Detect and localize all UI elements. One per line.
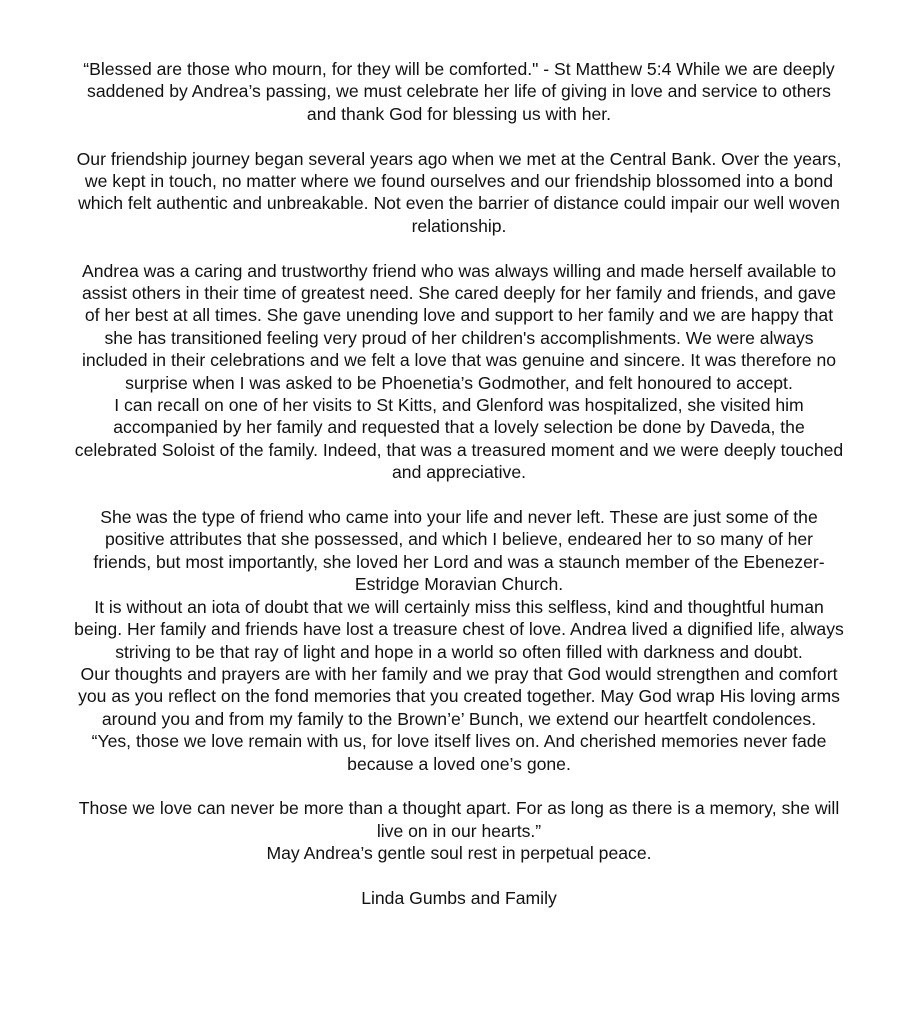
paragraph-st-kitts-visit: I can recall on one of her visits to St Kitts, and Glenford was hospitalized, she visited him accompanied by her family and requested that a lovely selection be done by Daveda, the celebrated Soloist of the family. Indeed, that was a treasured moment and we were deeply touched and appreciative. [74,395,844,483]
paragraph-caring-friend: Andrea was a caring and trustworthy friend who was always willing and made herself available to assist others in their time of greatest need. She cared deeply for her family and friends, and gave of her best at all times. She gave unending love and support to her family and we are happy that she has transitioned feeling very proud of her children's accomplishments. We were always included in their celebrations and we felt a love that was genuine and sincere. It was therefore no surprise when I was asked to be Phoenetia’s Godmother, and felt honoured to accept. [81,260,837,393]
paragraph-gap [74,237,844,259]
paragraph-gap [74,125,844,147]
tribute-text [74,58,844,909]
paragraph-gap [74,484,844,506]
signature-line: Linda Gumbs and Family [361,887,557,908]
paragraph-poem-part-one: “Yes, those we love remain with us, for love itself lives on. And cherished memories never fade because a loved one’s gone. [91,731,827,774]
paragraph-friendship-journey: Our friendship journey began several years ago when we met at the Central Bank. Over the years, we kept in touch, no matter where we found ourselves and our friendship blossomed into a bond which felt authentic and unbreakable. Not even the barrier of distance could impair our well woven relationship. [76,148,842,236]
paragraph-gap [74,775,844,797]
paragraph-miss-her: It is without an iota of doubt that we will certainly miss this selfless, kind and thoughtful human being. Her family and friends have lost a treasure chest of love. Andrea lived a dignified life, always striving to be that ray of light and hope in a world so often filled with darkness and doubt. [74,596,844,662]
paragraph-type-of-friend: She was the type of friend who came into your life and never left. These are just some of the positive attributes that she possessed, and which I believe, endeared her to so many of her friends, but most importantly, she loved her Lord and was a staunch member of the Ebenezer-Estridge Moravian Church. [93,507,825,595]
paragraph-gap [74,865,844,887]
paragraph-opening-scripture: “Blessed are those who mourn, for they will be comforted." - St Matthew 5:4 While we are deeply saddened by Andrea’s passing, we must celebrate her life of giving in love and service to others and thank God for blessing us with her. [83,59,835,124]
paragraph-rest-in-peace: May Andrea’s gentle soul rest in perpetual peace. [266,843,652,864]
paragraph-poem-part-two: Those we love can never be more than a thought apart. For as long as there is a memory, she will live on in our hearts.” [78,798,840,841]
paragraph-thoughts-prayers: Our thoughts and prayers are with her family and we pray that God would strengthen and comfort you as you reflect on the fond memories that you created together. May God wrap His loving arms around you and from my family to the Brown’e’ Bunch, we extend our heartfelt condolences. [78,663,840,729]
